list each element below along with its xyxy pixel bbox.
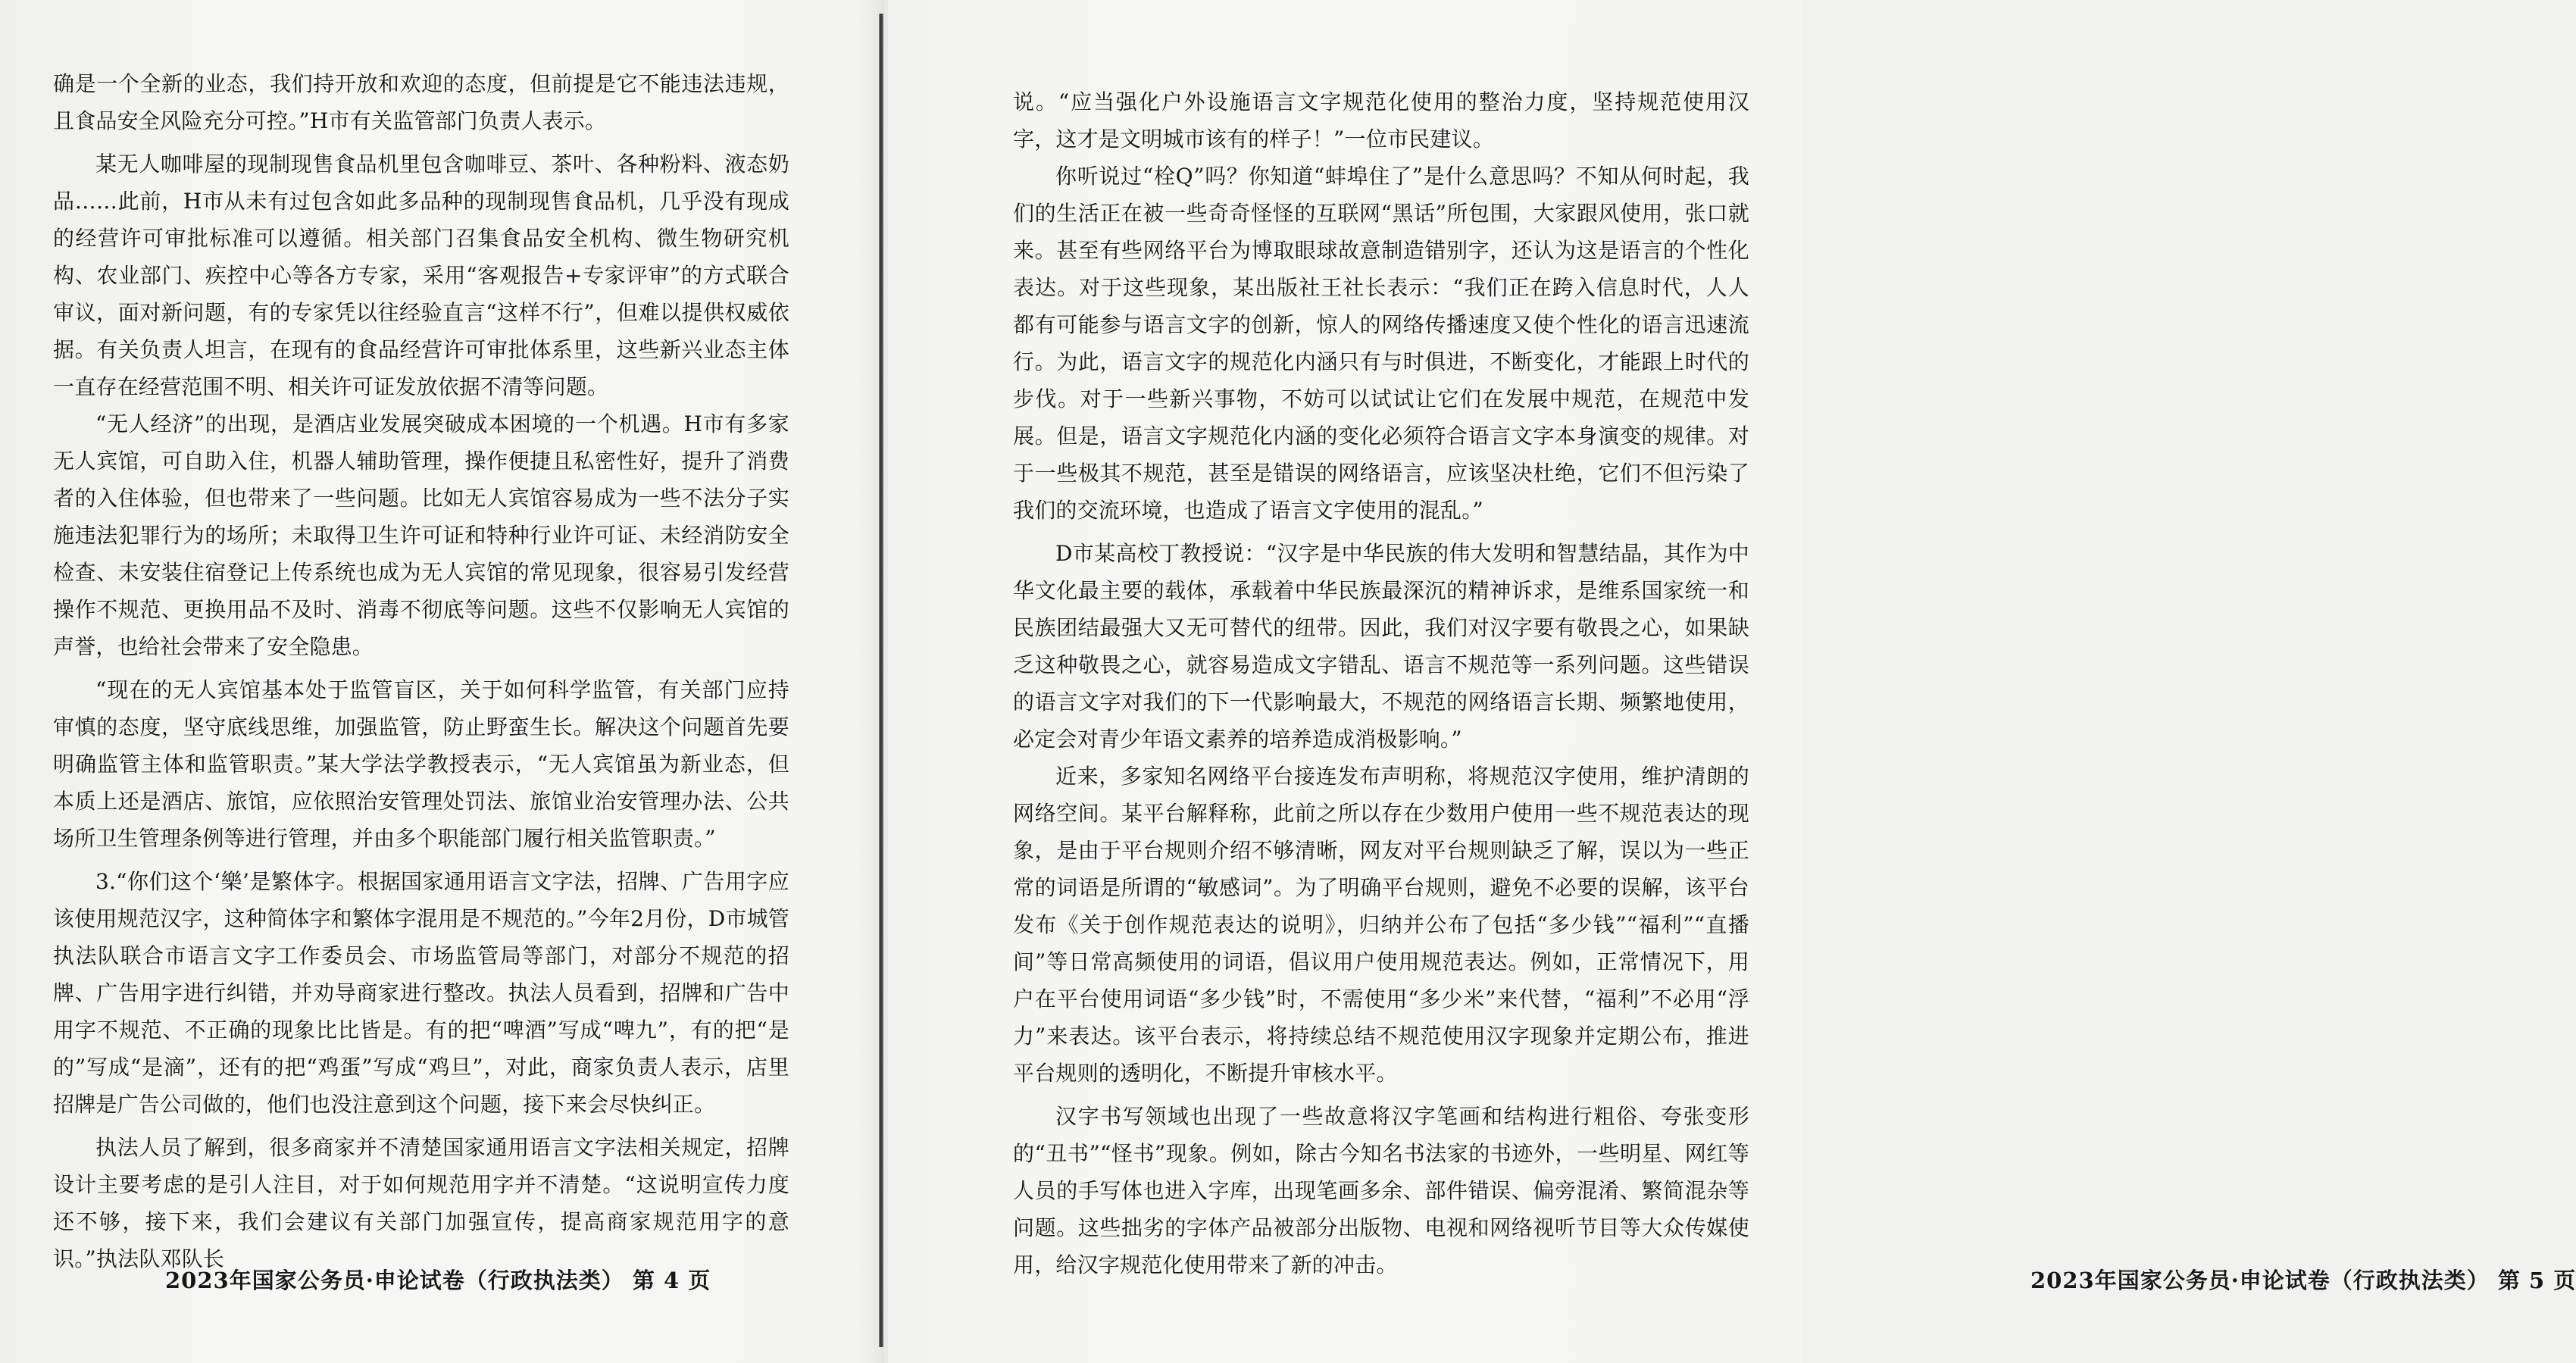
right-paragraph-1: 说。“应当强化户外设施语言文字规范化使用的整治力度，坚持规范使用汉字，这才是文明城市该有的样子！”一位市民建议。 [1013,89,1749,152]
book-gutter [879,14,883,1347]
right-paragraph-3: D市某高校丁教授说：“汉字是中华民族的伟大发明和智慧结晶，其作为中华文化最主要的载体，承载着中华民族最深沉的精神诉求，是维系国家统一和民族团结最强大又无可替代的纽带。因此，我们对汉字要有敬畏之心，如果缺乏这种敬畏之心，就容易造成文字错乱、语言不规范等一系列问题。这些错误的语言文字对我们的下一代影响最大，不规范的网络语言长期、频繁地使用，必定会对青少年语文素养的培养造成消极影响。” [1013,541,1749,752]
left-paragraph-2: 某无人咖啡屋的现制现售食品机里包含咖啡豆、茶叶、各种粉料、液态奶品……此前，H市从未有过包含如此多品种的现制现售食品机，几乎没有现成的经营许可审批标准可以遵循。相关部门召集食品安全机构、微生物研究机构、农业部门、疾控中心等各方专家，采用“客观报告+专家评审”的方式联合审议，面对新问题，有的专家凭以往经验直言“这样不行”，但难以提供权威依据。有关负责人坦言，在现有的食品经营许可审批体系里，这些新兴业态主体一直存在经营范围不明、相关许可证发放依据不清等问题。 [53,152,789,399]
right-paragraph-4: 近来，多家知名网络平台接连发布声明称，将规范汉字使用，维护清朗的网络空间。某平台解释称，此前之所以存在少数用户使用一些不规范表达的现象，是由于平台规则介绍不够清晰，网友对平台规则缺乏了解，误以为一些正常的词语是所谓的“敏感词”。为了明确平台规则，避免不必要的误解，该平台发布《关于创作规范表达的说明》，归纳并公布了包括“多少钱”“福利”“直播间”等日常高频使用的词语，倡议用户使用规范表达。例如，正常情况下，用户在平台使用词语“多少钱”时，不需使用“多少米”来代替，“福利”不必用“浮力”来表达。该平台表示，将持续总结不规范使用汉字现象并定期公布，推进平台规则的透明化，不断提升审核水平。 [1013,764,1749,1086]
right-page [888,0,2576,1363]
left-paragraph-6: 执法人员了解到，很多商家并不清楚国家通用语言文字法相关规定，招牌设计主要考虑的是引人注目，对于如何规范用字并不清楚。“这说明宣传力度还不够，接下来，我们会建议有关部门加强宣传，提高商家规范用字的意识。”执法队邓队长 [53,1135,789,1271]
right-paragraph-5: 汉字书写领域也出现了一些故意将汉字笔画和结构进行粗俗、夸张变形的“丑书”“怪书”现象。例如，除古今知名书法家的书迹外，一些明星、网红等人员的手写体也进入字库，出现笔画多余、部件错误、偏旁混淆、繁简混杂等问题。这些拙劣的字体产品被部分出版物、电视和网络视听节目等大众传媒使用，给汉字规范化使用带来了新的冲击。 [1013,1104,1749,1277]
left-page-footer: 2023年国家公务员·申论试卷（行政执法类） 第 4 页 [165,1268,711,1293]
left-paragraph-4: “现在的无人宾馆基本处于监管盲区，关于如何科学监管，有关部门应持审慎的态度，坚守底线思维，加强监管，防止野蛮生长。解决这个问题首先要明确监管主体和监管职责。”某大学法学教授表示，“无人宾馆虽为新业态，但本质上还是酒店、旅馆，应依照治安管理处罚法、旅馆业治安管理办法、公共场所卫生管理条例等进行管理，并由多个职能部门履行相关监管职责。” [53,677,789,851]
right-page-footer: 2023年国家公务员·申论试卷（行政执法类） 第 5 页 [2030,1268,2576,1293]
left-paragraph-1: 确是一个全新的业态，我们持开放和欢迎的态度，但前提是它不能违法违规，且食品安全风险充分可控。”H市有关监管部门负责人表示。 [53,71,789,133]
left-paragraph-3: “无人经济”的出现，是酒店业发展突破成本困境的一个机遇。H市有多家无人宾馆，可自助入住，机器人辅助管理，操作便捷且私密性好，提升了消费者的入住体验，但也带来了一些问题。比如无人宾馆容易成为一些不法分子实施违法犯罪行为的场所；未取得卫生许可证和特种行业许可证、未经消防安全检查、未安装住宿登记上传系统也成为无人宾馆的常见现象，很容易引发经营操作不规范、更换用品不及时、消毒不彻底等问题。这些不仅影响无人宾馆的声誉，也给社会带来了安全隐患。 [53,411,789,659]
right-paragraph-2: 你听说过“栓Q”吗？你知道“蚌埠住了”是什么意思吗？不知从何时起，我们的生活正在被一些奇奇怪怪的互联网“黑话”所包围，大家跟风使用，张口就来。甚至有些网络平台为博取眼球故意制造错别字，还认为这是语言的个性化表达。对于这些现象，某出版社王社长表示：“我们正在跨入信息时代，人人都有可能参与语言文字的创新，惊人的网络传播速度又使个性化的语言迅速流行。为此，语言文字的规范化内涵只有与时俱进，不断变化，才能跟上时代的步伐。对于一些新兴事物，不妨可以试试让它们在发展中规范，在规范中发展。但是，语言文字规范化内涵的变化必须符合语言文字本身演变的规律。对于一些极其不规范，甚至是错误的网络语言，应该坚决杜绝，它们不但污染了我们的交流环境，也造成了语言文字使用的混乱。” [1013,164,1749,523]
left-paragraph-5: 3.“你们这个‘樂’是繁体字。根据国家通用语言文字法，招牌、广告用字应该使用规范汉字，这种简体字和繁体字混用是不规范的。”今年2月份，D市城管执法队联合市语言文字工作委员会、市场监管局等部门，对部分不规范的招牌、广告用字进行纠错，并劝导商家进行整改。执法人员看到，招牌和广告中用字不规范、不正确的现象比比皆是。有的把“啤酒”写成“啤九”，有的把“是的”写成“是滴”，还有的把“鸡蛋”写成“鸡旦”，对此，商家负责人表示，店里招牌是广告公司做的，他们也没注意到这个问题，接下来会尽快纠正。 [53,869,789,1117]
left-page [0,0,885,1363]
